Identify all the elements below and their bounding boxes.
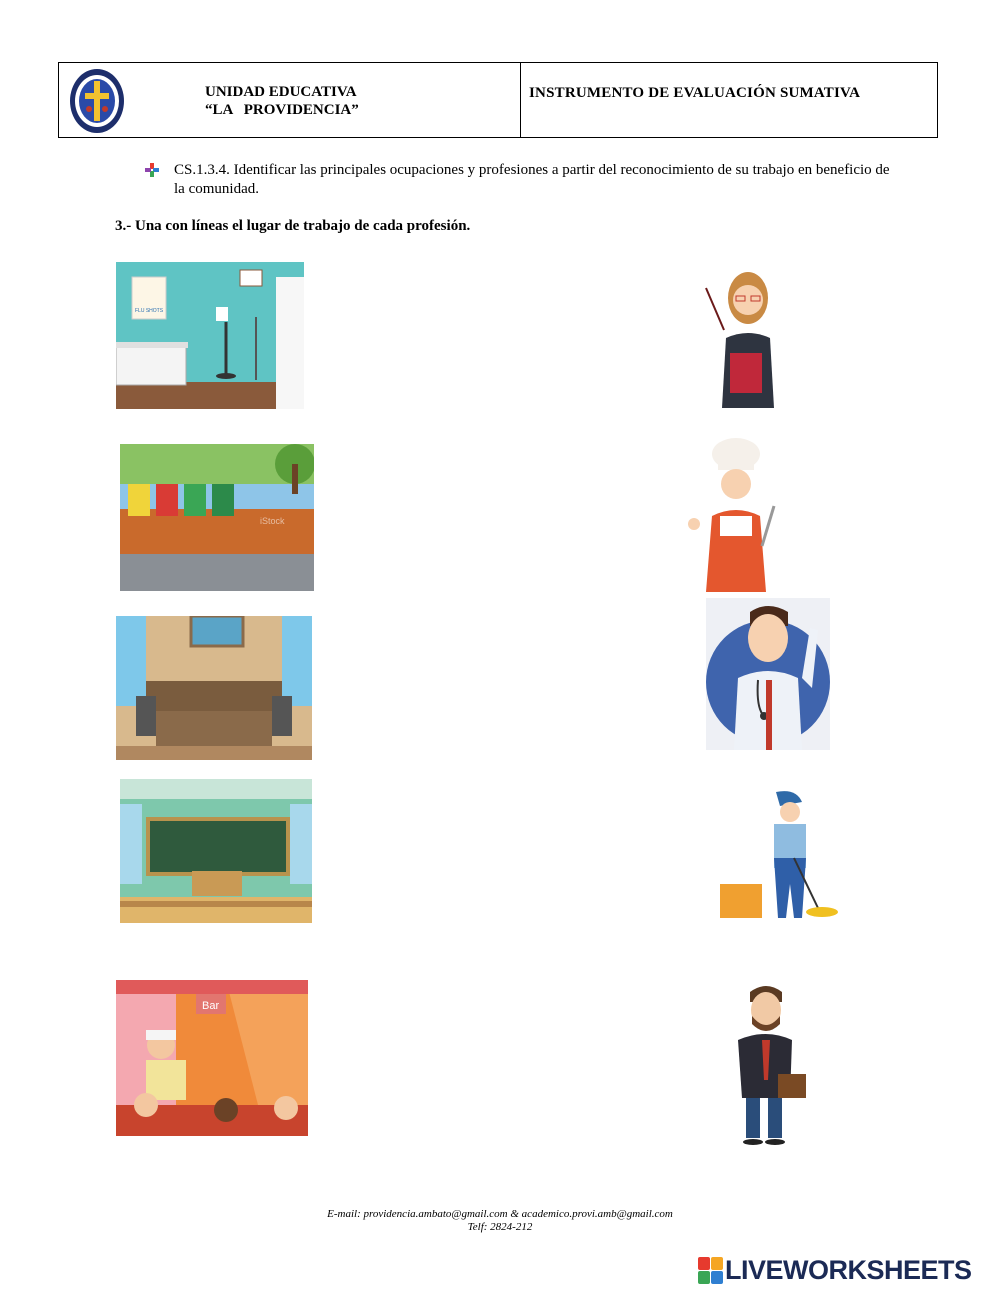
pinwheel-bullet-icon <box>144 162 160 178</box>
janitor-image[interactable] <box>714 788 844 924</box>
classroom-image[interactable] <box>120 779 312 923</box>
doctor-image[interactable] <box>706 598 830 750</box>
bar-sign-text: Bar <box>202 1000 220 1012</box>
liveworksheets-blocks-icon <box>698 1257 722 1283</box>
school-bar-image[interactable] <box>116 980 308 1136</box>
objective-text: CS.1.3.4. Identificar las principales ocupaciones y profesiones a partir del reconocimiento de su trabajo en beneficio de la comunidad. <box>174 162 890 197</box>
istock-watermark-text: iStock <box>260 516 285 526</box>
garbage-bins-image[interactable] <box>120 444 314 591</box>
flu-shots-poster-text: FLU SHOTS <box>135 308 164 314</box>
teacher-image[interactable] <box>702 268 790 408</box>
liveworksheets-logo[interactable] <box>698 1255 972 1285</box>
doctor-office-image[interactable] <box>116 262 304 409</box>
footer-email: E-mail: providencia.ambato@gmail.com & academico.provi.amb@gmail.com <box>327 1208 673 1220</box>
exercise-instruction: 3.- Una con líneas el lugar de trabajo de cada profesión. <box>115 218 471 234</box>
liveworksheets-wordmark: LIVEWORKSHEETS <box>725 1254 972 1285</box>
chef-image[interactable] <box>684 436 786 592</box>
footer <box>0 1208 1000 1234</box>
businessman-image[interactable] <box>722 980 812 1146</box>
school-name-line2: “LA PROVIDENCIA” <box>205 102 359 118</box>
school-name <box>205 83 359 119</box>
school-name-line1: UNIDAD EDUCATIVA <box>205 84 357 100</box>
footer-phone: Telf: 2824-212 <box>467 1221 533 1233</box>
school-crest-logo <box>68 67 126 135</box>
office-image[interactable] <box>116 616 312 760</box>
instrument-title: INSTRUMENTO DE EVALUACIÓN SUMATIVA <box>529 85 861 101</box>
header-table <box>58 62 938 138</box>
header-divider <box>520 63 521 137</box>
